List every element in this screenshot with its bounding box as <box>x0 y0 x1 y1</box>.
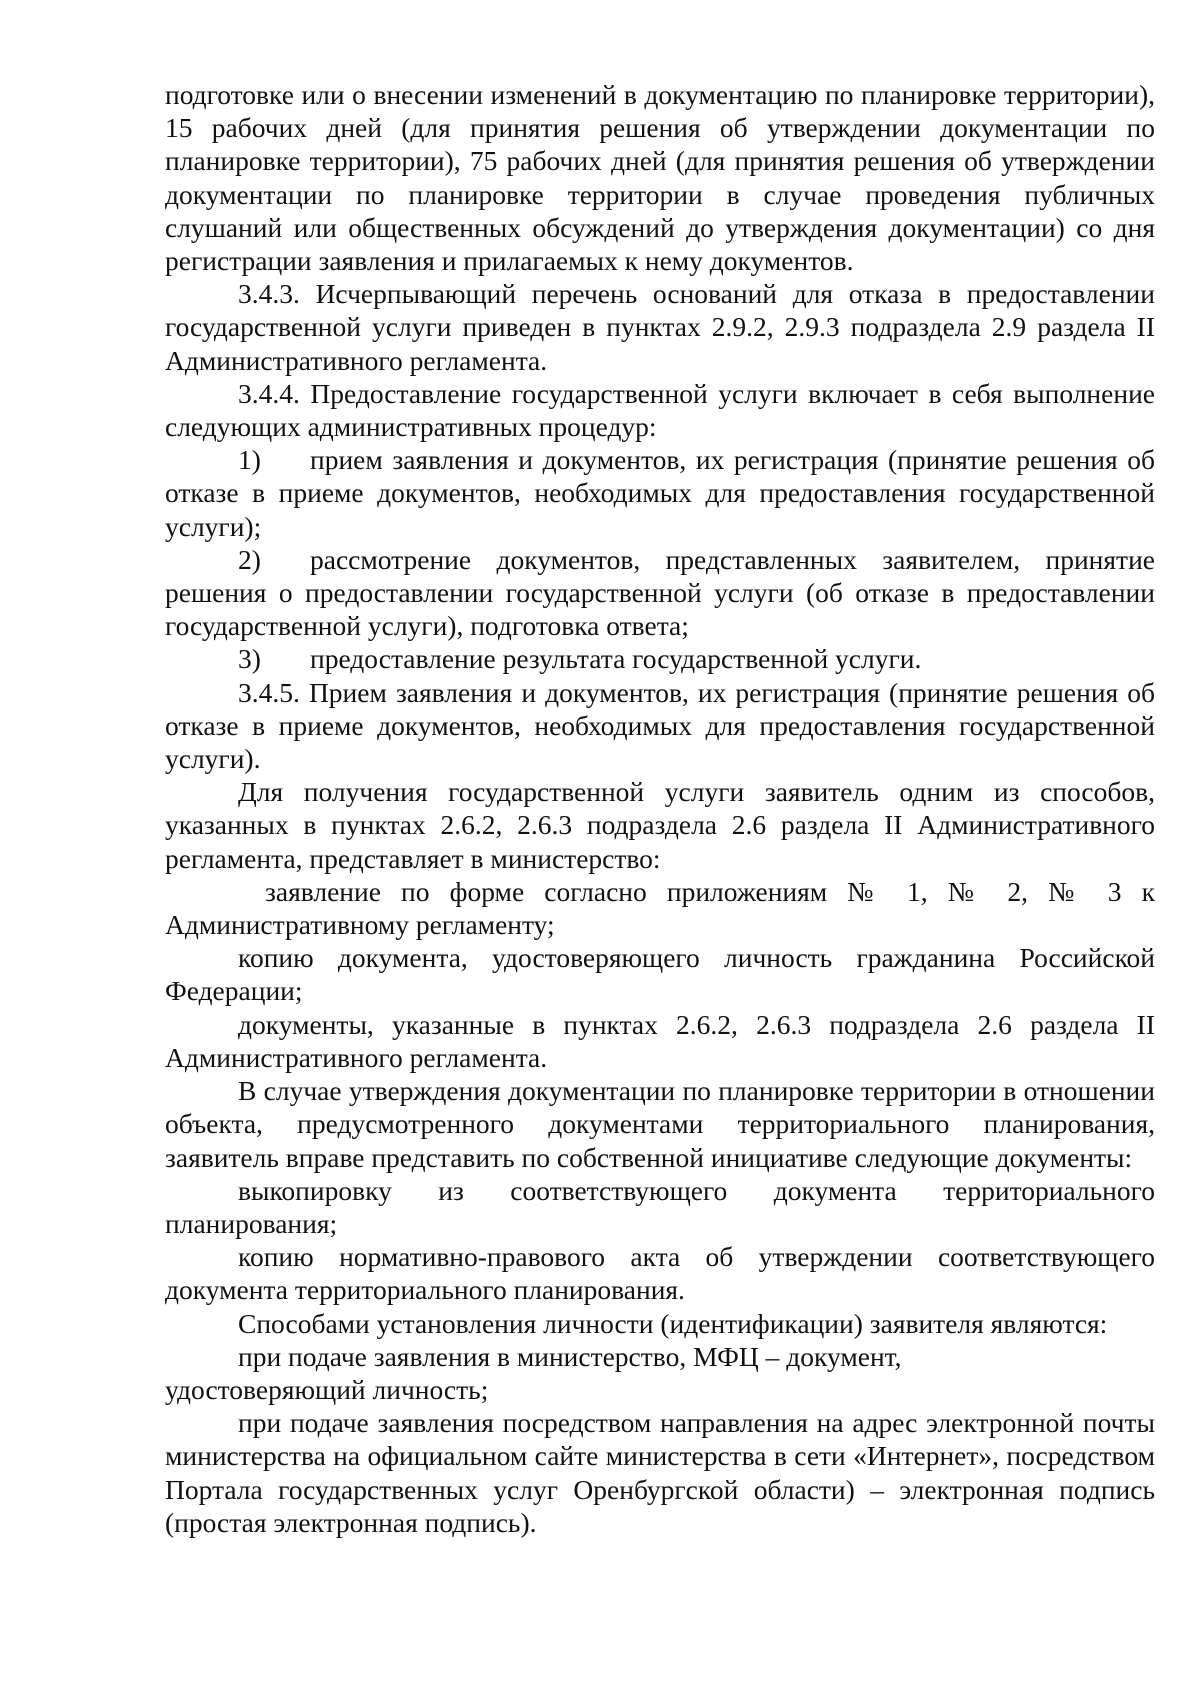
paragraph-identity-document: удостоверяющий личность; <box>165 1373 489 1405</box>
paragraph-continuation: подготовке или о внесении изменений в документацию по планировке территории), 15 рабочих дней (для принятия решения об утверждении документации по планировке территории), 75 рабочих дней (для принятия решения об утверждении документации по планировке территории в случае проведения публичных слушаний или общественных обсуждений до утверждения документации) со дня регистрации заявления и прилагаемых к нему документов. <box>165 79 1155 277</box>
paragraph-identification-methods: Способами установления личности (идентификации) заявителя являются: <box>238 1307 1108 1339</box>
paragraph-3-4-4: 3.4.4. Предоставление государственной услуги включает в себя выполнение следующих административных процедур: <box>165 377 1155 443</box>
paragraph-3-4-5: 3.4.5. Прием заявления и документов, их регистрация (принятие решения об отказе в приеме документов, необходимых для предоставления государственной услуги). <box>165 676 1155 775</box>
list-item-text: рассмотрение документов, представленных заявителем, принятие решения о предоставлении государственной услуги (об отказе в предоставлении государственной услуги), подготовка ответа; <box>165 543 1155 642</box>
paragraph-mfc-submission: при подаче заявления в министерство, МФЦ – документ, <box>238 1340 902 1372</box>
list-item-2 <box>165 543 1155 643</box>
list-item-text: прием заявления и документов, их регистрация (принятие решения об отказе в приеме документов, необходимых для предоставления государственной услуги); <box>165 444 1155 542</box>
paragraph-3-4-3: 3.4.3. Исчерпывающий перечень оснований для отказа в предоставлении государственной услуги приведен в пунктах 2.9.2, 2.9.3 подраздела 2.9 раздела II Административного регламента. <box>165 278 1155 376</box>
paragraph-planning-case: В случае утверждения документации по планировке территории в отношении объекта, предусмотренного документами территориального планирования, заявитель вправе представить по собственной инициативе следующие документы: <box>165 1075 1155 1173</box>
paragraph-documents: документы, указанные в пунктах 2.6.2, 2.6.3 подраздела 2.6 раздела II Административного регламента. <box>165 1008 1155 1073</box>
list-item-3 <box>165 642 1155 675</box>
list-number: 1) <box>238 444 261 476</box>
paragraph-application-form: заявление по форме согласно приложениям № 1, № 2, № 3 к Административному регламенту; <box>165 875 1155 941</box>
paragraph-electronic-submission: при подаче заявления посредством направления на адрес электронной почты министерства на официальном сайте министерства в сети «Интернет», посредством Портала государственных услуг Оренбургской области) – электронная подпись (простая электронная подпись). <box>165 1407 1155 1538</box>
list-number: 2) <box>238 543 261 575</box>
paragraph-identity-copy: копию документа, удостоверяющего личность гражданина Российской Федерации; <box>165 942 1155 1007</box>
paragraph-legal-act-copy: копию нормативно-правового акта об утверждении соответствующего документа территориального планирования. <box>165 1241 1155 1306</box>
list-item-1 <box>165 443 1155 543</box>
list-item-text: предоставление результата государственной услуги. <box>310 643 922 675</box>
list-number: 3) <box>238 643 261 675</box>
document-body <box>165 78 1155 1539</box>
paragraph-extract: выкопировку из соответствующего документа территориального планирования; <box>165 1174 1155 1239</box>
paragraph-applicant-submits: Для получения государственной услуги заявитель одним из способов, указанных в пунктах 2.6.2, 2.6.3 подраздела 2.6 раздела II Административного регламента, представляет в министерство: <box>165 776 1155 874</box>
